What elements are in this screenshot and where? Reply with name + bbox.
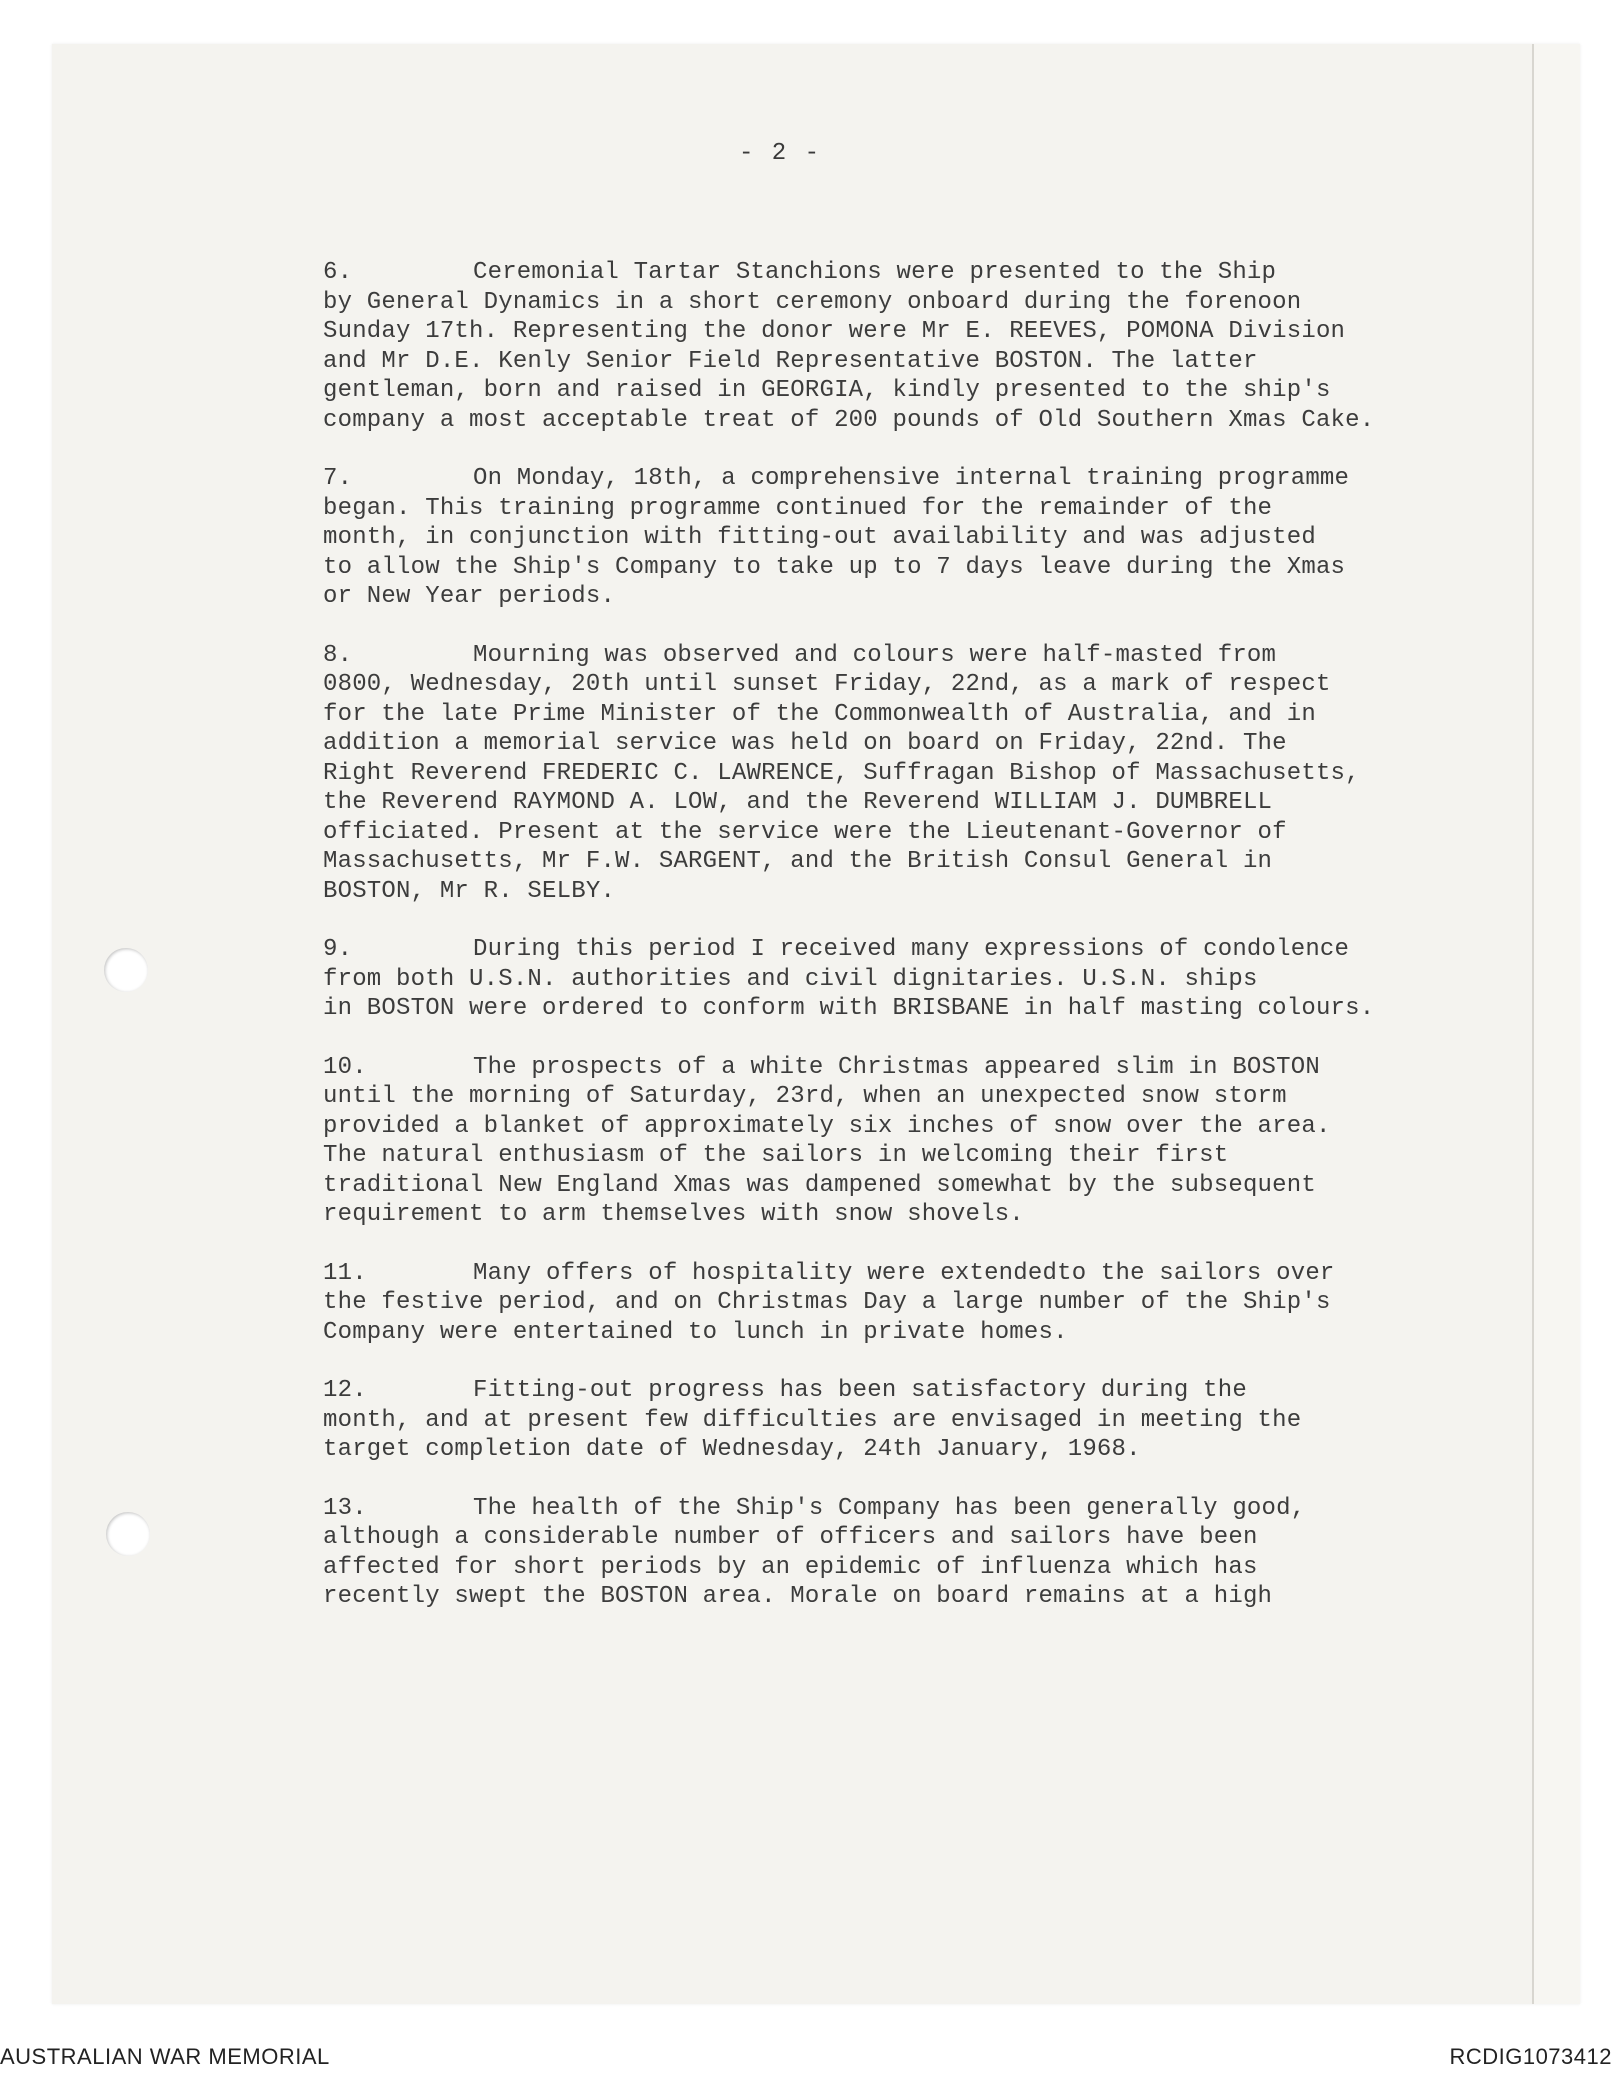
paragraph-text: During this period I received many expressions of condolence from both U.S.N. authorities and civil dignitaries. U.S.N. ships in BOSTON were ordered to conform with BRISBANE in half masting colours. (323, 936, 1375, 1022)
paragraph-text: The prospects of a white Christmas appeared slim in BOSTON until the morning of Saturday, 23rd, when an unexpected snow storm provided a blanket of approximately six inches of snow over the area. The natural enthusiasm of the sailors in welcoming their first traditional New England Xmas was dampened somewhat by the subsequent requirement to arm themselves with snow shovels. (323, 1053, 1331, 1228)
footer-record-id: RCDIG1073412 (1449, 2044, 1612, 2069)
paragraph-number: 12. (323, 1377, 367, 1404)
page-edge (1532, 44, 1580, 2004)
paragraph-number: 6. (323, 259, 353, 286)
paragraph-text: On Monday, 18th, a comprehensive internal training programme began. This training programme continued for the remainder of the month, in conjunction with fitting-out availability and was adjusted to allow the Ship's Company to take up to 7 days leave during the Xmas or New Year periods. (323, 465, 1350, 610)
page-number: - 2 - (738, 140, 821, 167)
paragraph-6 (323, 258, 1443, 435)
paragraph-number: 7. (323, 465, 353, 492)
paragraph-number: 9. (323, 936, 353, 963)
paragraph-text: Fitting-out progress has been satisfactory during the month, and at present few difficulties are envisaged in meeting the target completion date of Wednesday, 24th January, 1968. (323, 1377, 1302, 1463)
paragraph-number: 13. (323, 1494, 367, 1522)
punch-hole (106, 1512, 150, 1556)
paragraph-text: Many offers of hospitality were extendedto the sailors over the festive period, and on Christmas Day a large number of the Ship's Company were entertained to lunch in private homes. (323, 1259, 1335, 1346)
paragraph-12 (323, 1376, 1443, 1465)
paragraph-9 (323, 935, 1443, 1024)
paragraph-text: Mourning was observed and colours were half-masted from 0800, Wednesday, 20th until sunset Friday, 22nd, as a mark of respect for the late Prime Minister of the Commonwealth of Australia, and in addition a memorial service was held on board on Friday, 22nd. The Right Reverend FREDERIC C. LAWRENCE, Suffragan Bishop of Massachusetts, the Reverend RAYMOND A. LOW, and the Reverend WILLIAM J. DUMBRELL officiated. Present at the service were the Lieutenant-Governor of Massachusetts, Mr F.W. SARGENT, and the British Consul General in BOSTON, Mr R. SELBY. (323, 641, 1360, 905)
document-body (323, 258, 1443, 1641)
paragraph-number: 8. (323, 641, 353, 669)
paragraph-number: 10. (323, 1053, 367, 1081)
paragraph-number: 11. (323, 1259, 367, 1287)
punch-hole (104, 948, 148, 992)
paragraph-text: Ceremonial Tartar Stanchions were presented to the Ship by General Dynamics in a short ceremony onboard during the forenoon Sunday 17th. Representing the donor were Mr E. REEVES, POMONA Division and Mr D.E. Kenly Senior Field Representative BOSTON. The latter gentleman, born and raised in GEORGIA, kindly presented to the ship's company a most acceptable treat of 200 pounds of Old Southern Xmas Cake. (323, 259, 1375, 434)
paragraph-10 (323, 1053, 1443, 1230)
paragraph-11 (323, 1259, 1443, 1348)
paragraph-text: The health of the Ship's Company has been generally good, although a considerable number of officers and sailors have been affected for short periods by an epidemic of influenza which has recently swept the BOSTON area. Morale on board remains at a high (323, 1494, 1306, 1610)
footer-archive-name: AUSTRALIAN WAR MEMORIAL (0, 2044, 330, 2069)
paragraph-13 (323, 1494, 1443, 1612)
paragraph-7 (323, 464, 1443, 612)
paragraph-8 (323, 641, 1443, 907)
